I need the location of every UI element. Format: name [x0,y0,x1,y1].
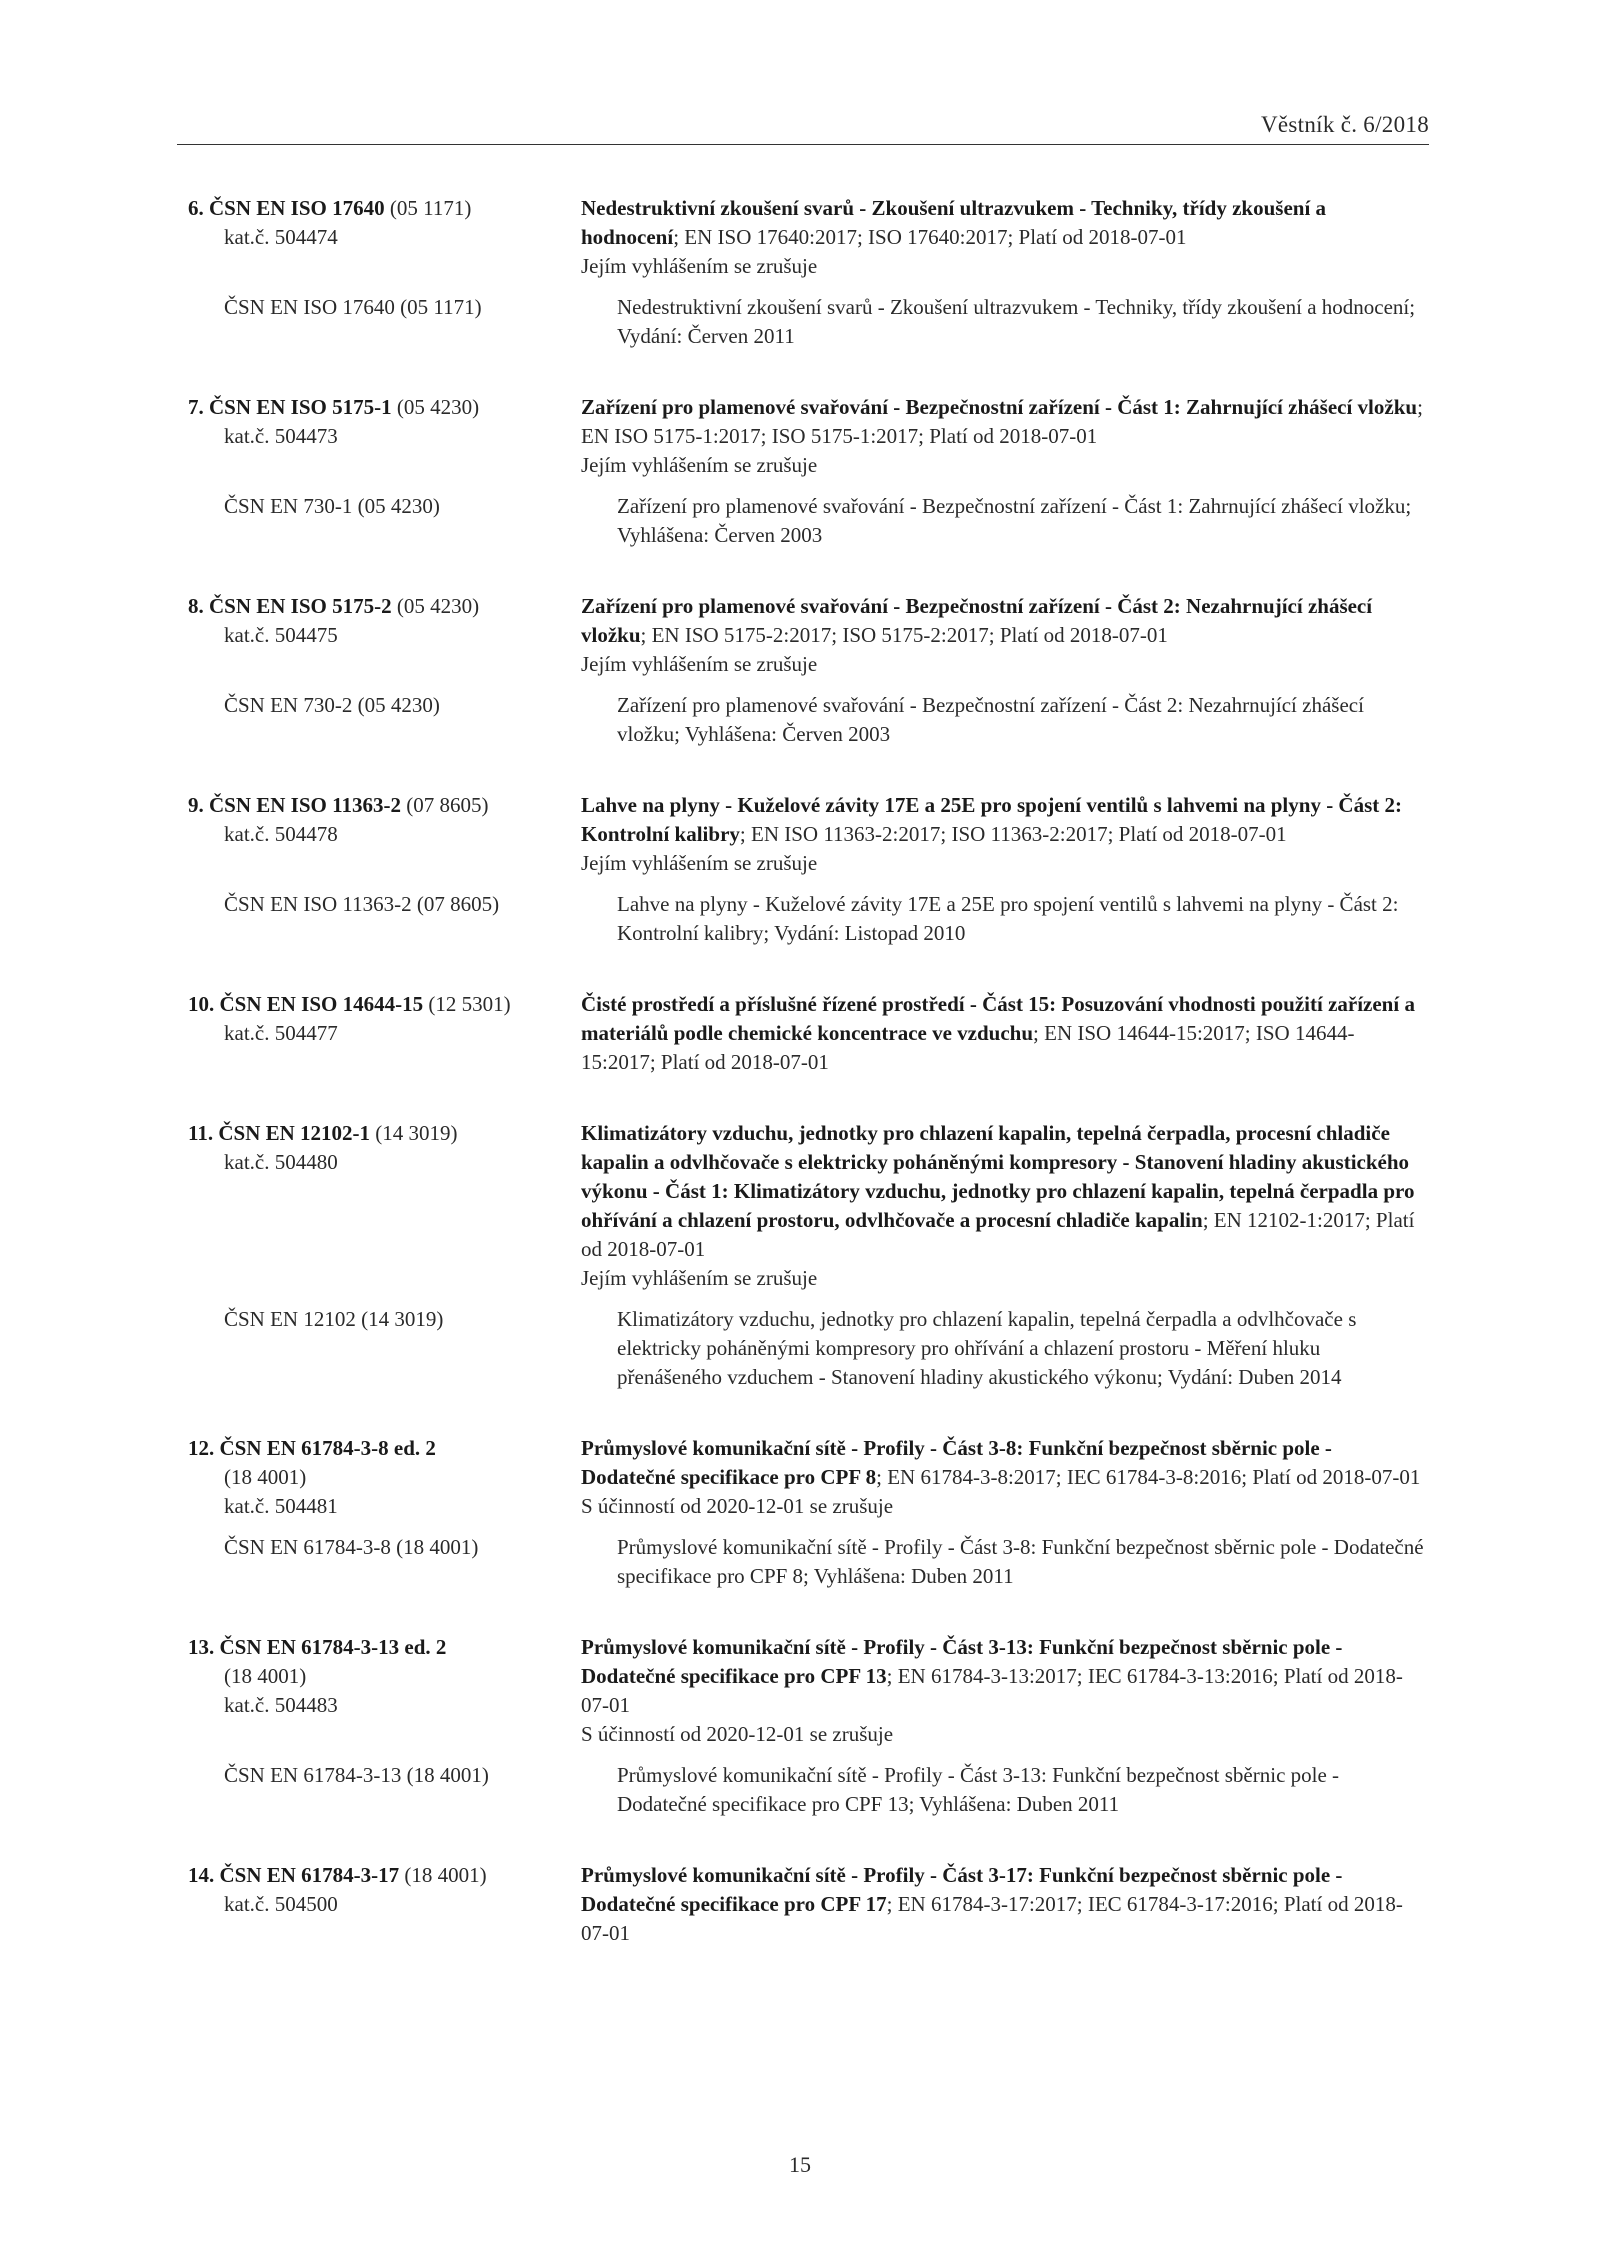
standard-entry [188,393,1428,550]
standard-identifier [188,393,581,480]
standard-description [581,592,1428,679]
superseded-standard-code: ČSN EN ISO 11363-2 (07 8605) [224,892,500,916]
superseded-standard-description: Lahve na plyny - Kuželové závity 17E a 25E pro spojení ventilů s lahvemi na plyny - Část 2: Kontrolní kalibry; Vydání: Listopad 2010 [617,892,1399,945]
superseded-standard-row [188,1761,1428,1819]
standard-code: ČSN EN ISO 11363-2 [209,793,401,817]
catalog-number: kat.č. 504483 [224,1693,338,1717]
standard-description [581,990,1428,1077]
standard-title: Zařízení pro plamenové svařování - Bezpečnostní zařízení - Část 2: Nezahrnující zhášecí vložku [581,594,1373,647]
entry-number: 6. [188,196,204,220]
entry-number: 7. [188,395,204,419]
standard-main-row [188,1434,1428,1521]
standard-entry [188,791,1428,948]
standard-identifier [188,1119,581,1293]
page-header [177,110,1429,145]
superseded-standard-code: ČSN EN 730-1 (05 4230) [224,494,440,518]
standard-entry [188,990,1428,1077]
entry-number: 9. [188,793,204,817]
classification-code: (12 5301) [428,992,511,1016]
standard-title: Lahve na plyny - Kuželové závity 17E a 25E pro spojení ventilů s lahvemi na plyny - Část 2: Kontrolní kalibry [581,793,1403,846]
standard-title: Průmyslové komunikační sítě - Profily - Část 3-17: Funkční bezpečnost sběrnic pole - Dodatečné specifikace pro CPF 17 [581,1863,1343,1916]
page-number: 15 [789,2152,811,2177]
classification-code: (05 4230) [396,395,480,419]
superseded-standard-code: ČSN EN 12102 (14 3019) [224,1307,444,1331]
standard-main-row [188,990,1428,1077]
supersession-note: Jejím vyhlášením se zrušuje [581,1266,818,1290]
standard-details: ; EN ISO 14644-15:2017; ISO 14644-15:2017; Platí od 2018-07-01 [581,1021,1355,1074]
catalog-number: kat.č. 504473 [224,424,338,448]
standard-details: ; EN 61784-3-8:2017; IEC 61784-3-8:2016; Platí od 2018-07-01 [876,1465,1421,1489]
standard-identifier [188,1633,581,1749]
standard-code: ČSN EN 61784-3-8 ed. 2 [219,1436,436,1460]
supersession-note: Jejím vyhlášením se zrušuje [581,254,818,278]
standard-identifier [188,1861,581,1948]
standard-description [581,1861,1428,1948]
catalog-number: kat.č. 504478 [224,822,338,846]
classification-code: (18 4001) [404,1863,487,1887]
standard-identifier [188,990,581,1077]
superseded-standard-code: ČSN EN 61784-3-8 (18 4001) [224,1535,479,1559]
superseded-standard-row [188,1533,1428,1591]
standard-entry [188,194,1428,351]
standard-code: ČSN EN ISO 17640 [209,196,385,220]
superseded-standard-row [188,890,1428,948]
standard-code: ČSN EN 61784-3-17 [219,1863,400,1887]
standard-identifier [188,194,581,281]
standard-description [581,393,1428,480]
standard-entry [188,1119,1428,1392]
classification-code: (05 1171) [389,196,472,220]
standard-details: ; EN ISO 17640:2017; ISO 17640:2017; Platí od 2018-07-01 [673,225,1187,249]
superseded-standard-row [188,492,1428,550]
supersession-note: Jejím vyhlášením se zrušuje [581,652,818,676]
standard-description [581,1633,1428,1749]
standard-identifier [188,791,581,878]
classification-code: (18 4001) [224,1465,307,1489]
superseded-standard-description: Průmyslové komunikační sítě - Profily - Část 3-8: Funkční bezpečnost sběrnic pole - Dodatečné specifikace pro CPF 8; Vyhlášena: Duben 2011 [617,1535,1424,1588]
superseded-standard-description: Průmyslové komunikační sítě - Profily - Část 3-13: Funkční bezpečnost sběrnic pole - Dodatečné specifikace pro CPF 13; Vyhlášena: Duben 2011 [617,1763,1340,1816]
standards-list [188,194,1428,1990]
standard-main-row [188,1633,1428,1749]
standard-entry [188,592,1428,749]
standard-details: ; EN ISO 5175-1:2017; ISO 5175-1:2017; Platí od 2018-07-01 [581,395,1423,448]
entry-number: 13. [188,1635,215,1659]
supersession-note: Jejím vyhlášením se zrušuje [581,851,818,875]
superseded-standard-description: Nedestruktivní zkoušení svarů - Zkoušení ultrazvukem - Techniky, třídy zkoušení a hodnocení; Vydání: Červen 2011 [617,295,1416,348]
catalog-number: kat.č. 504480 [224,1150,338,1174]
standard-main-row [188,791,1428,878]
standard-main-row [188,592,1428,679]
standard-title: Klimatizátory vzduchu, jednotky pro chlazení kapalin, tepelná čerpadla, procesní chladiče kapalin a odvlhčovače s elektricky poháněnými kompresory - Stanovení hladiny akustického výkonu - Část 1: Klimatizátory vzduchu, jednotky pro chlazení kapalin, tepelná čerpadla pro ohřívání a chlazení prostoru, odvlhčovače a procesní chladiče kapalin [581,1121,1415,1232]
catalog-number: kat.č. 504481 [224,1494,338,1518]
standard-identifier [188,592,581,679]
standard-title: Průmyslové komunikační sítě - Profily - Část 3-8: Funkční bezpečnost sběrnic pole - Dodatečné specifikace pro CPF 8 [581,1436,1332,1489]
entry-number: 14. [188,1863,215,1887]
catalog-number: kat.č. 504500 [224,1892,338,1916]
entry-number: 11. [188,1121,214,1145]
standard-title: Průmyslové komunikační sítě - Profily - Část 3-13: Funkční bezpečnost sběrnic pole - Dodatečné specifikace pro CPF 13 [581,1635,1343,1688]
standard-entry [188,1633,1428,1819]
standard-code: ČSN EN 12102-1 [218,1121,371,1145]
supersession-note: S účinností od 2020-12-01 se zrušuje [581,1722,894,1746]
classification-code: (07 8605) [406,793,489,817]
standard-code: ČSN EN ISO 5175-1 [209,395,392,419]
standard-title: Nedestruktivní zkoušení svarů - Zkoušení ultrazvukem - Techniky, třídy zkoušení a hodnocení [581,196,1327,249]
superseded-standard-row [188,691,1428,749]
catalog-number: kat.č. 504477 [224,1021,338,1045]
superseded-standard-row [188,1305,1428,1392]
superseded-standard-row [188,293,1428,351]
standard-main-row [188,194,1428,281]
superseded-standard-code: ČSN EN 61784-3-13 (18 4001) [224,1763,489,1787]
superseded-standard-description: Zařízení pro plamenové svařování - Bezpečnostní zařízení - Část 2: Nezahrnující zhášecí vložku; Vyhlášena: Červen 2003 [617,693,1364,746]
superseded-standard-description: Zařízení pro plamenové svařování - Bezpečnostní zařízení - Část 1: Zahrnující zhášecí vložku; Vyhlášena: Červen 2003 [617,494,1412,547]
standard-description [581,1119,1428,1293]
superseded-standard-description: Klimatizátory vzduchu, jednotky pro chlazení kapalin, tepelná čerpadla a odvlhčovače s elektricky poháněnými kompresory pro ohřívání a chlazení prostoru - Měření hluku přenášeného vzduchem - Stanovení hladiny akustického výkonu; Vydání: Duben 2014 [617,1307,1357,1389]
catalog-number: kat.č. 504475 [224,623,338,647]
standard-main-row [188,1861,1428,1948]
catalog-number: kat.č. 504474 [224,225,338,249]
standard-entry [188,1861,1428,1948]
superseded-standard-code: ČSN EN ISO 17640 (05 1171) [224,295,482,319]
classification-code: (14 3019) [375,1121,458,1145]
entry-number: 12. [188,1436,215,1460]
bulletin-title: Věstník č. 6/2018 [1261,112,1429,137]
standard-identifier [188,1434,581,1521]
standard-main-row [188,393,1428,480]
standard-description [581,791,1428,878]
standard-details: ; EN 61784-3-13:2017; IEC 61784-3-13:2016; Platí od 2018-07-01 [581,1664,1403,1717]
standard-description [581,194,1428,281]
standard-details: ; EN ISO 5175-2:2017; ISO 5175-2:2017; Platí od 2018-07-01 [640,623,1168,647]
entry-number: 8. [188,594,204,618]
standard-code: ČSN EN ISO 5175-2 [209,594,392,618]
standard-details: ; EN 12102-1:2017; Platí od 2018-07-01 [581,1208,1415,1261]
standard-details: ; EN ISO 11363-2:2017; ISO 11363-2:2017; Platí od 2018-07-01 [739,822,1287,846]
classification-code: (18 4001) [224,1664,307,1688]
standard-title: Zařízení pro plamenové svařování - Bezpečnostní zařízení - Část 1: Zahrnující zhášecí vložku [581,395,1418,419]
supersession-note: Jejím vyhlášením se zrušuje [581,453,818,477]
supersession-note: S účinností od 2020-12-01 se zrušuje [581,1494,894,1518]
classification-code: (05 4230) [396,594,480,618]
standard-code: ČSN EN 61784-3-13 ed. 2 [219,1635,447,1659]
standard-title: Čisté prostředí a příslušné řízené prostředí - Část 15: Posuzování vhodnosti použití zařízení a materiálů podle chemické koncentrace ve vzduchu [581,992,1415,1045]
entry-number: 10. [188,992,215,1016]
standard-details: ; EN 61784-3-17:2017; IEC 61784-3-17:2016; Platí od 2018-07-01 [581,1892,1403,1945]
superseded-standard-code: ČSN EN 730-2 (05 4230) [224,693,440,717]
standard-code: ČSN EN ISO 14644-15 [219,992,424,1016]
standard-entry [188,1434,1428,1591]
standard-description [581,1434,1428,1521]
standard-main-row [188,1119,1428,1293]
